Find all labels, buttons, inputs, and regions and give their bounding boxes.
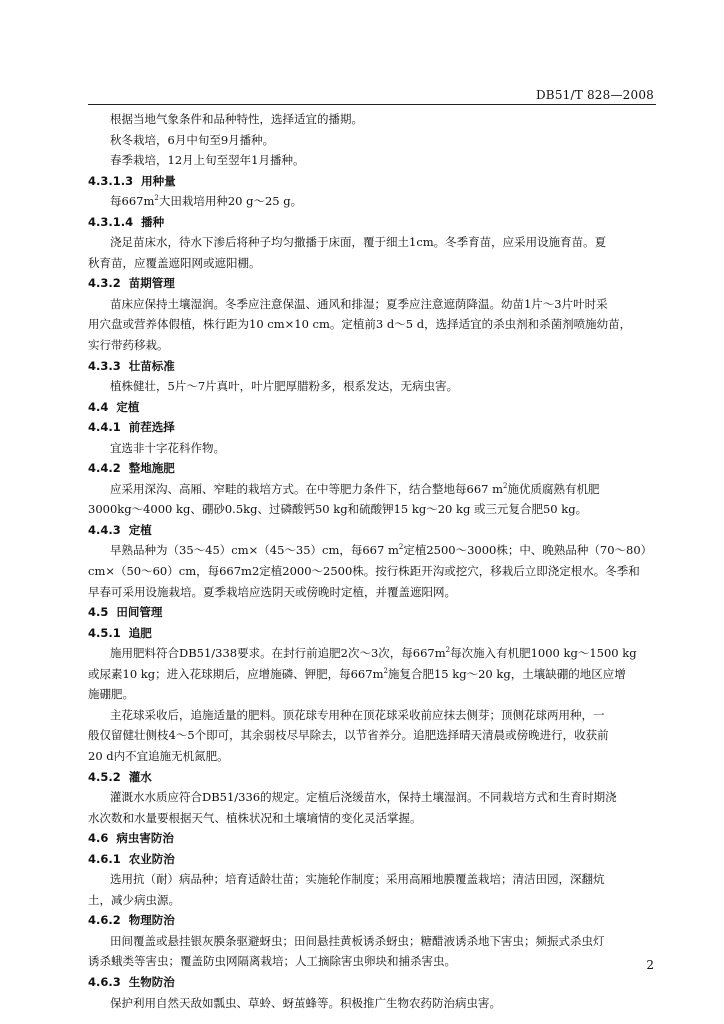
- paragraph-continuation: cm×（50～60）cm，每667m2定植2000～2500株。按行株距开沟或挖穴，移栽后立即浇定根水。冬季和: [88, 564, 640, 579]
- paragraph-line: 宜选非十字花科作物。: [110, 440, 225, 455]
- paragraph-continuation: 3000kg～4000 kg、硼砂0.5kg、过磷酸钙50 kg和硫酸钾15 kg～20 kg 或三元复合肥50 kg。: [88, 502, 588, 517]
- section-number: 4.3.1.3: [88, 173, 134, 188]
- paragraph-line: 秋冬栽培，6月中旬至9月播种。: [110, 132, 275, 147]
- section-heading: [88, 767, 656, 788]
- section-number: 4.6.2: [88, 913, 121, 928]
- section-number: 4.6.3: [88, 974, 121, 989]
- section-number: 4.4.3: [88, 522, 121, 537]
- paragraph-continuation: 或尿素10 kg；进入花球期后，应增施磷、钾肥，每$667m^2$施复合肥15 kg～20 kg，土壤缺硼的地区应增: [88, 666, 626, 681]
- section-heading: [88, 397, 656, 418]
- paragraph-continuation: 用穴盘或营养体假植，株行距为10 cm×10 cm。定植前3 d～5 d，选择适宜的杀虫剂和杀菌剂喷施幼苗，: [88, 317, 632, 332]
- section-heading: [88, 972, 656, 993]
- paragraph-continuation: 20 d内不宜追施无机氮肥。: [88, 748, 229, 763]
- section-number: 4.5.1: [88, 625, 121, 640]
- section-title: 灌水: [128, 769, 152, 784]
- paragraph-line: 每$667m^2$大田栽培用种20 g～25 g。: [110, 194, 303, 209]
- section-number: 4.4.1: [88, 420, 121, 435]
- section-title: 定植: [116, 399, 140, 414]
- paragraph-continuation: 施硼肥。: [88, 687, 134, 702]
- section-heading: [88, 849, 656, 870]
- section-heading: [88, 212, 656, 233]
- paragraph-line: 早熟品种为（35～45）cm×（45～35）cm，每667 $m^2$定植2500～3000株；中、晚熟品种（70～80）: [110, 543, 653, 558]
- page-number: 2: [646, 958, 654, 972]
- paragraph-line: 植株健壮，5片～7片真叶，叶片肥厚腊粉多，根系发达，无病虫害。: [110, 379, 459, 394]
- paragraph-line: 苗床应保持土壤湿润。冬季应注意保温、通风和排湿；夏季应注意遮荫降温。幼苗1片～3片叶时采: [110, 296, 608, 311]
- section-number: 4.3.2: [88, 276, 121, 291]
- section-number: 4.5: [88, 605, 109, 620]
- section-heading: [88, 417, 656, 438]
- paragraph-line: 浇足苗床水，待水下渗后将种子均匀撒播于床面，覆于细土1cm。冬季育苗，应采用设施育苗。夏: [110, 235, 607, 250]
- section-number: 4.3.3: [88, 358, 121, 373]
- paragraph-continuation: 诱杀蛾类等害虫；覆盖防虫网隔离栽培；人工摘除害虫卵块和捕杀害虫。: [88, 954, 456, 969]
- section-title: 定植: [128, 522, 152, 537]
- standard-code: DB51/T 828—2008: [535, 88, 654, 102]
- section-title: 生物防治: [128, 974, 175, 989]
- section-heading: [88, 602, 656, 623]
- paragraph-line: 根据当地气象条件和品种特性，选择适宜的播期。: [110, 112, 363, 126]
- header-rule: [88, 104, 656, 105]
- section-heading: [88, 910, 656, 931]
- section-number: 4.4: [88, 399, 109, 414]
- section-heading: [88, 171, 656, 192]
- section-number: 4.4.2: [88, 461, 121, 476]
- paragraph-line: 主花球采收后，追施适量的肥料。顶花球专用种在顶花球采收前应抹去侧芽；顶侧花球两用种，一: [110, 707, 605, 722]
- section-heading: [88, 828, 656, 849]
- paragraph-continuation: 秋育苗，应覆盖遮阳网或遮阳棚。: [88, 255, 261, 270]
- section-number: 4.6.1: [88, 851, 121, 866]
- paragraph-line: 春季栽培，12月上旬至翌年1月播种。: [110, 153, 305, 168]
- section-number: 4.3.1.4: [88, 214, 134, 229]
- section-number: 4.5.2: [88, 769, 121, 784]
- section-title: 苗期管理: [128, 276, 175, 291]
- section-title: 用种量: [141, 173, 176, 188]
- section-title: 前茬选择: [128, 420, 175, 435]
- paragraph-continuation: 水次数和水量要根据天气、植株状况和土壤墒情的变化灵活掌握。: [88, 810, 422, 825]
- section-heading: [88, 356, 656, 377]
- paragraph-line: 田间覆盖或悬挂银灰膜条驱避蚜虫；田间悬挂黄板诱杀蚜虫；糖醋液诱杀地下害虫；频振式杀虫灯: [110, 933, 605, 948]
- section-title: 农业防治: [128, 851, 175, 866]
- section-heading: [88, 273, 656, 294]
- paragraph-line: 施用肥料符合DB51/338要求。在封行前追肥2次～3次，每$667m^2$每次施入有机肥1000 kg～1500 kg: [110, 646, 637, 661]
- section-heading: [88, 623, 656, 644]
- section-title: 病虫害防治: [116, 831, 174, 846]
- paragraph-line: 选用抗（耐）病品种；培育适龄壮苗；实施轮作制度；采用高厢地膜覆盖栽培；清洁田园，深翻炕: [110, 872, 605, 887]
- section-title: 壮苗标准: [128, 358, 175, 373]
- paragraph-line: 灌溉水水质应符合DB51/336的规定。定植后浇缓苗水，保持土壤湿润。不同栽培方式和生育时期浇: [110, 790, 617, 805]
- document-body: [88, 109, 656, 1013]
- paragraph-line: 应采用深沟、高厢、窄畦的栽培方式。在中等肥力条件下，结合整地每667 $m^2$施优质腐熟有机肥: [110, 481, 600, 496]
- section-number: 4.6: [88, 831, 109, 846]
- section-title: 田间管理: [116, 605, 163, 620]
- section-heading: [88, 458, 656, 479]
- paragraph-continuation: 般仅留健壮侧枝4～5个即可，其余弱枝尽早除去，以节省养分。追肥选择晴天清晨或傍晚进行，收获前: [88, 728, 609, 743]
- section-title: 追肥: [128, 625, 152, 640]
- section-title: 整地施肥: [128, 461, 175, 476]
- section-heading: [88, 520, 656, 541]
- section-title: 播种: [141, 214, 165, 229]
- paragraph-continuation: 土，减少病虫源。: [88, 892, 180, 907]
- paragraph-line: 保护利用自然天敌如瓢虫、草蛉、蚜茧蜂等。积极推广生物农药防治病虫害。: [110, 995, 501, 1010]
- paragraph-continuation: 实行带药移栽。: [88, 338, 169, 353]
- section-title: 物理防治: [128, 913, 175, 928]
- paragraph-continuation: 早春可采用设施栽培。夏季栽培应选阴天或傍晚时定植，并覆盖遮阳网。: [88, 584, 456, 599]
